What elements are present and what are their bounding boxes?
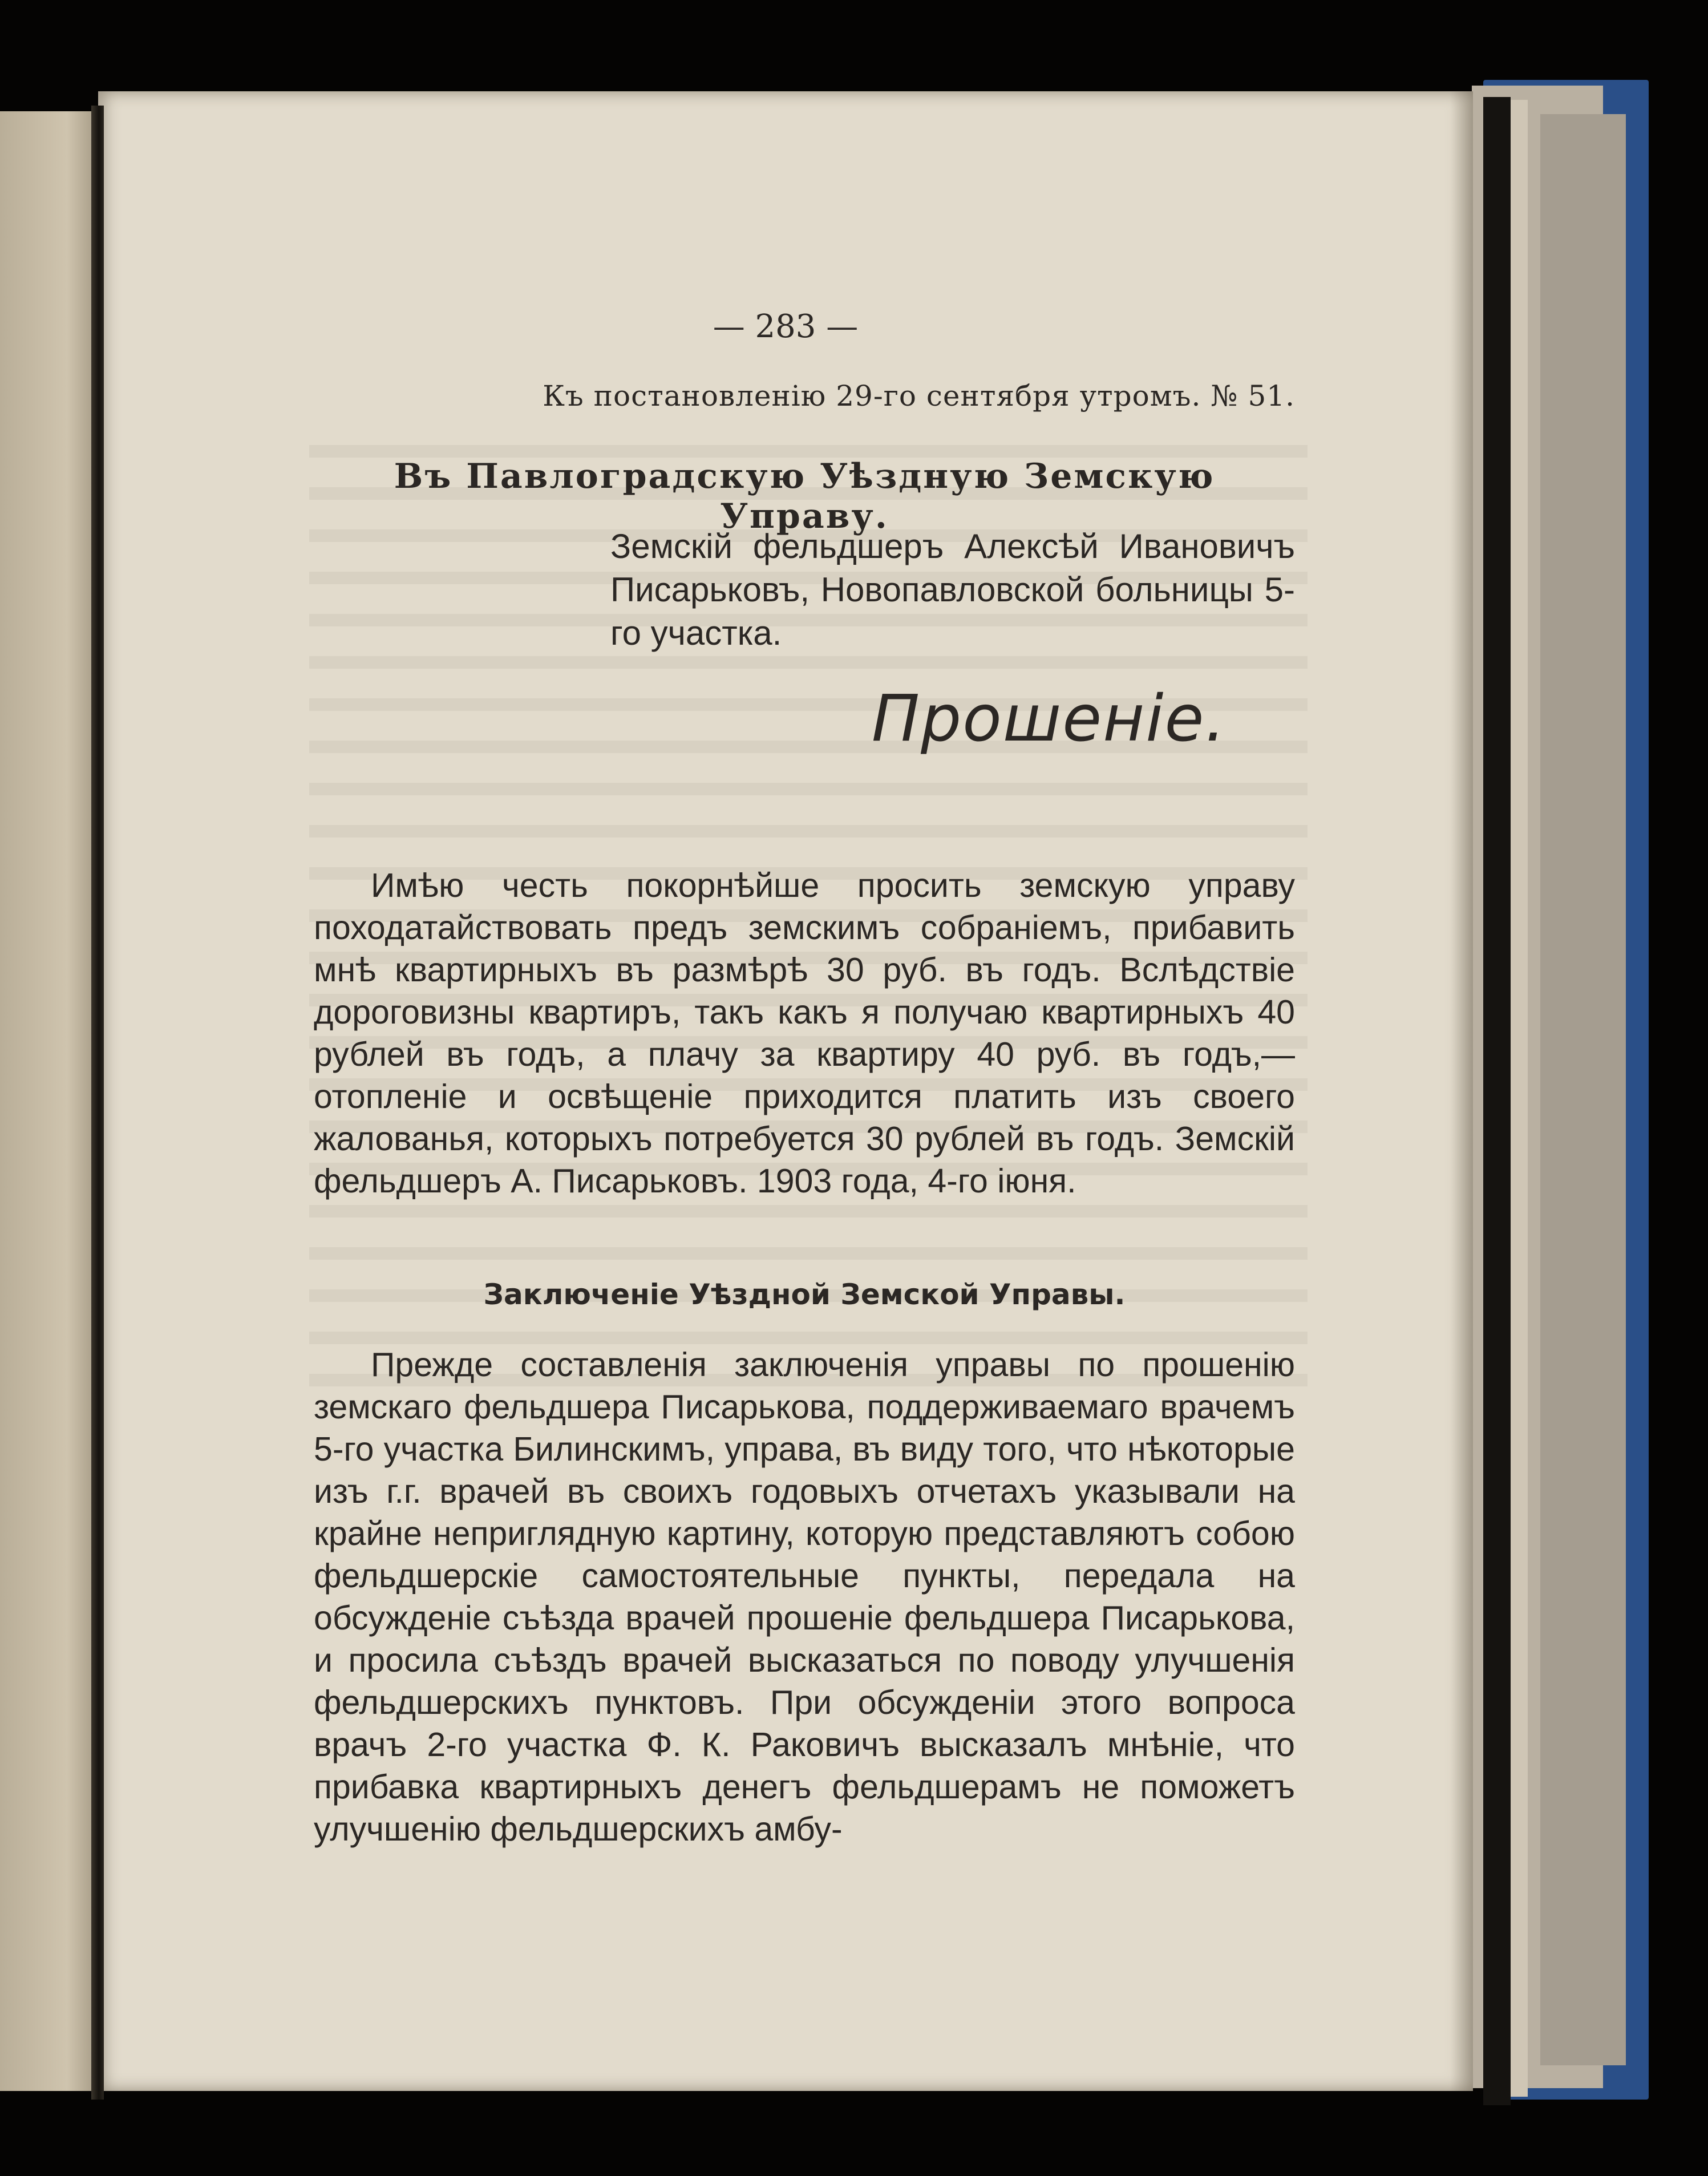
- page-stack-edge-inner: [1540, 114, 1626, 2065]
- sender-block: Земскій фельдшеръ Алексѣй Ивановичъ Писарьковъ, Новопавловской больницы 5-го участка.: [610, 527, 1295, 652]
- page-stack-shadow: [1483, 97, 1511, 2105]
- book-gutter: [91, 106, 104, 2100]
- text-column: [314, 91, 1295, 2091]
- addressee-heading: Въ Павлоградскую Уѣздную Земскую Управу.: [394, 456, 1215, 536]
- conclusion-paragraph: Прежде составленія заключенія управы по прошенію земскаго фельдшера Писарькова, поддерживаемаго врачемъ 5-го участка Билинскимъ, управа, въ виду того, что нѣкоторые изъ г.г. врачей въ своихъ годовыхъ отчетахъ указывали на крайне неприглядную картину, которую представляютъ собою фельдшерскіе самостоятельные пункты, передала на обсужденіе съѣзда врачей прошеніе фельдшера Писарькова, и просила съѣздъ врачей высказаться по поводу улучшенія фельдшерскихъ пунктовъ. При обсужденіи этого вопроса врачъ 2-го участка Ф. К. Раковичъ высказалъ мнѣніе, что прибавка квартирныхъ денегъ фельдшерамъ не поможетъ улучшенію фельдшерскихъ амбу-: [314, 1346, 1295, 1848]
- page-stack-highlight: [1511, 100, 1528, 2097]
- book-page: [98, 91, 1473, 2091]
- petition-title: Прошеніе.: [871, 682, 1227, 756]
- page-curl-shadow: [1450, 91, 1473, 2091]
- petition-paragraph: Имѣю честь покорнѣйше просить земскую управу походатайствовать предъ земскимъ собраніемъ, прибавить мнѣ квартирныхъ въ размѣрѣ 30 руб. въ годъ. Вслѣдствіе дороговизны квартиръ, такъ какъ я получаю квартирныхъ 40 рублей въ годъ, а плачу за квартиру 40 руб. въ годъ,—отопленіе и освѣщеніе приходится платить изъ своего жалованья, которыхъ потребуется 30 рублей въ годъ. Земскій фельдшеръ А. Писарьковъ. 1903 года, 4-го іюня.: [314, 867, 1295, 1200]
- page-number: — 283 —: [713, 308, 859, 345]
- section-heading: Заключеніе Уѣздной Земской Управы.: [483, 1278, 1126, 1311]
- reference-line: Къ постановленію 29-го сентября утромъ. № 51.: [543, 379, 1295, 412]
- left-page-edge: [0, 111, 96, 2091]
